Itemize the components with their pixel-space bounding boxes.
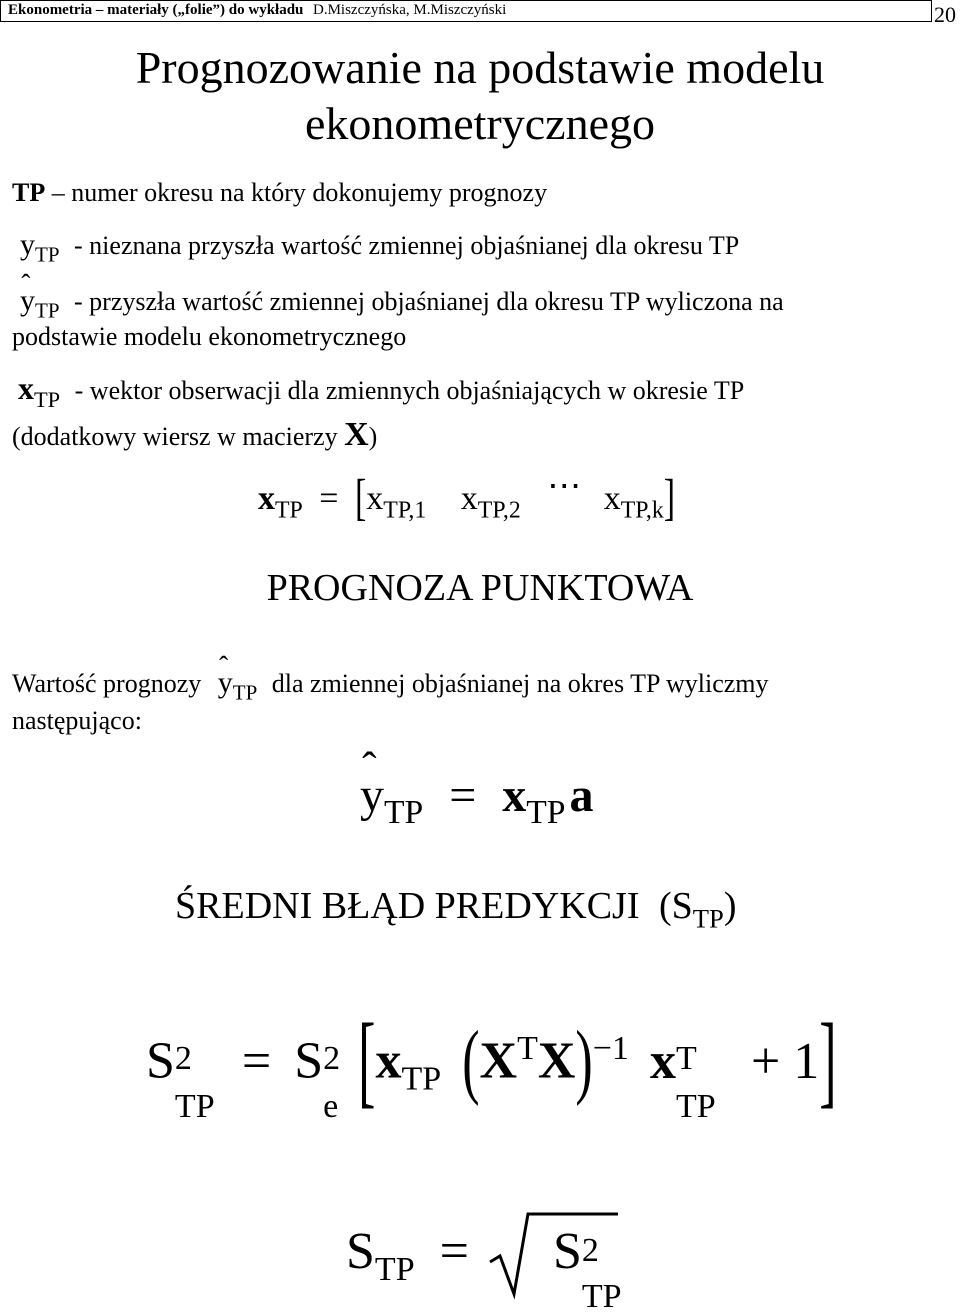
y-description: - nieznana przyszła wartość zmiennej objaśnianej dla okresu TP bbox=[74, 231, 740, 260]
section-point-forecast: PROGNOZA PUNKTOWA bbox=[266, 567, 694, 609]
x-symbol: $x_{TP}$ bbox=[18, 370, 61, 412]
title-line-2: ekonometrycznego bbox=[305, 98, 655, 149]
yhat-symbol: ˆ $y_{TP}$ bbox=[20, 284, 60, 317]
vector-equation: $x_{TP} = [x_{TP,1}$ $x_{TP,2}$ ⋯ $x_{TP,k}$] bbox=[258, 468, 676, 526]
header-course-title: Ekonometria – materiały („folie”) do wykładu bbox=[8, 2, 304, 18]
forecast-equation: ˆ $y_{TP} = x_{TP}a$ bbox=[360, 768, 593, 832]
tp-description: – numer okresu na który dokonujemy prognozy bbox=[51, 178, 548, 207]
page-number: 20 bbox=[934, 2, 956, 27]
variance-equation: S 2 TP = S 2 e [$x_{TP}$ $(X^TX)^{-1}$ x T TP + 1] bbox=[146, 1004, 837, 1125]
forecast-text-line-1: Wartość prognozy ˆ $y_{TP}$ dla zmiennej objaśnianej na okres TP wyliczmy bbox=[12, 666, 769, 705]
header-authors: D.Miszczyńska, M.Miszczyński bbox=[313, 2, 507, 18]
yhat-description-1: - przyszła wartość zmiennej objaśnianej dla okresu TP wyliczona na bbox=[74, 287, 784, 316]
title-line-1: Prognozowanie na podstawie modelu bbox=[135, 42, 825, 93]
forecast-text-line-2: następująco: bbox=[12, 706, 142, 735]
x-description-2: (dodatkowy wiersz w macierzy X) bbox=[12, 416, 378, 453]
yhat-description-2: podstawie modelu ekonometrycznego bbox=[12, 322, 407, 351]
tp-term: TP bbox=[12, 178, 46, 207]
section-prediction-error: ŚREDNI BŁĄD PREDYKCJI $(S_{TP})$ bbox=[175, 885, 737, 934]
y-symbol: $y_{TP}$ bbox=[20, 228, 60, 267]
x-description-1: - wektor obserwacji dla zmiennych objaśniających w okresie TP bbox=[74, 376, 745, 405]
sqrt-equation: $S_{TP} = S$ 2 TP bbox=[346, 1223, 622, 1315]
